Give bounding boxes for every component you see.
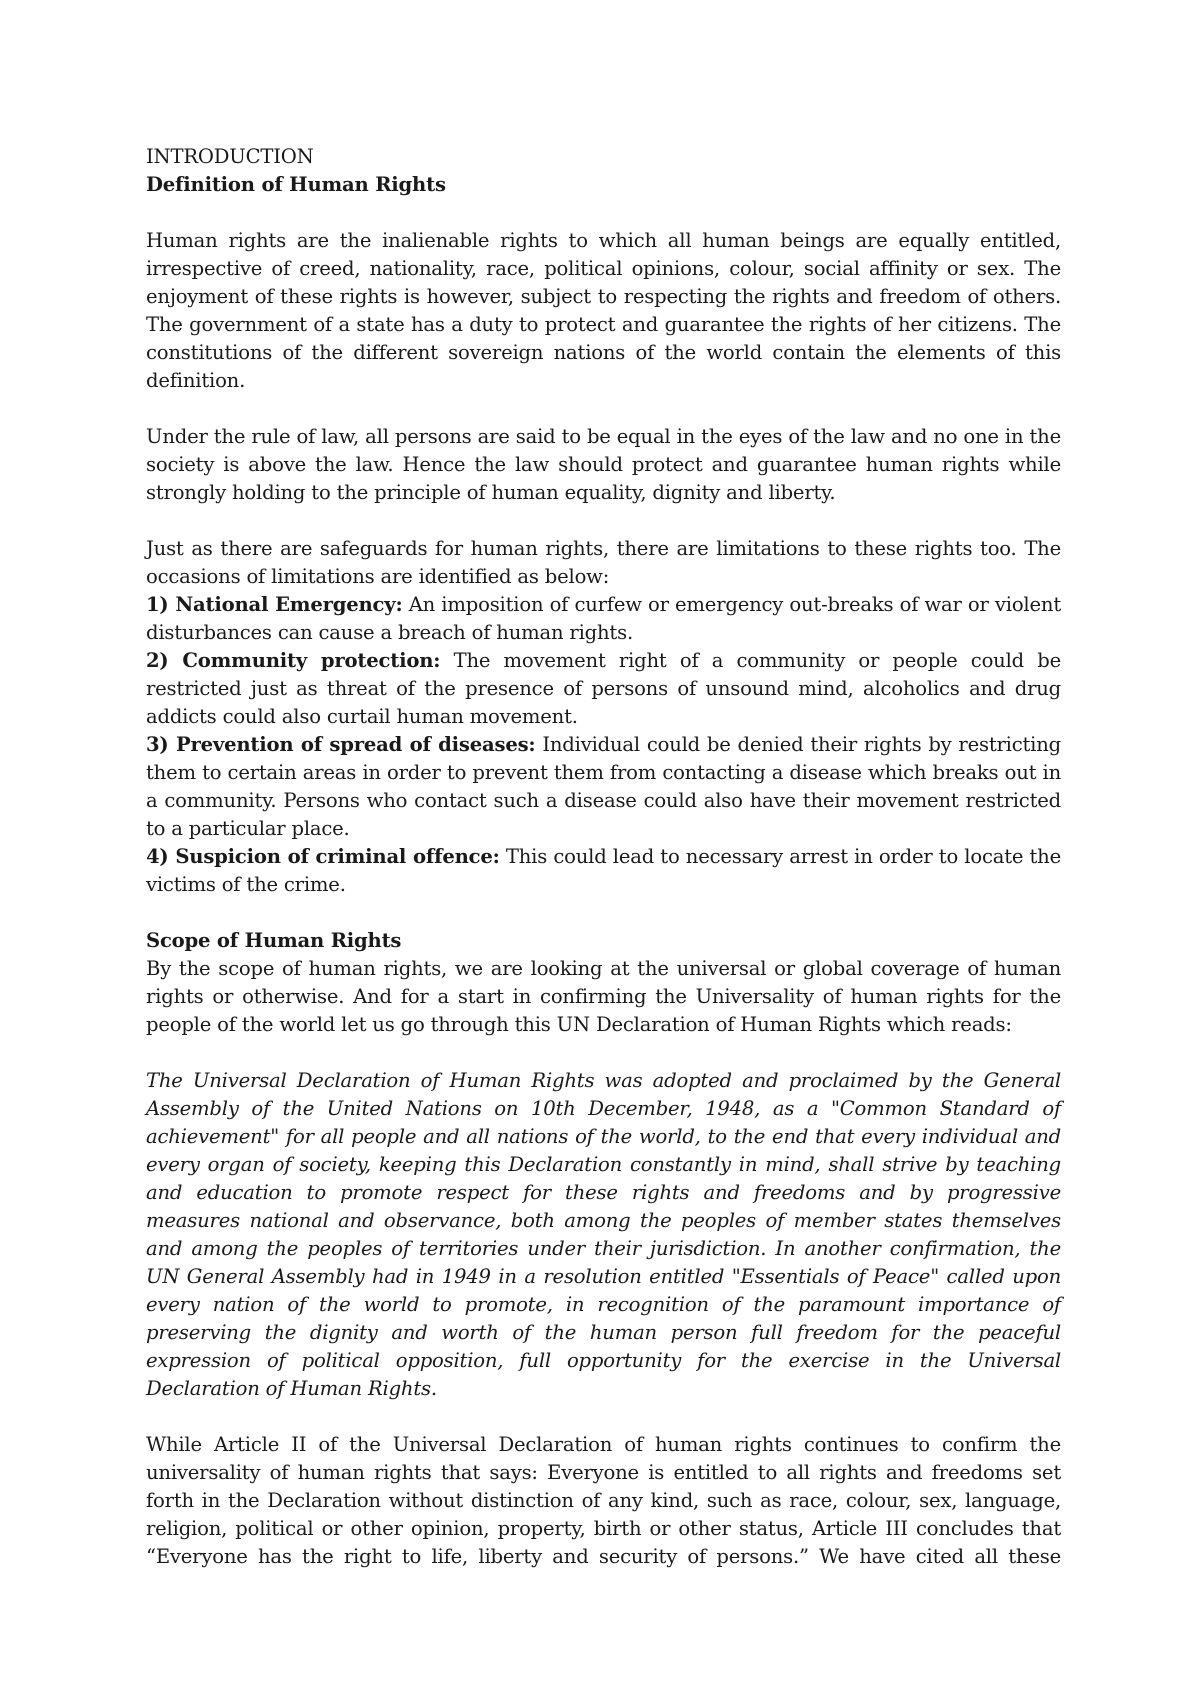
spacer (146, 1039, 1061, 1067)
spacer (146, 1403, 1061, 1431)
scope-heading: Scope of Human Rights (146, 929, 402, 952)
spacer (146, 899, 1061, 927)
limitation-label: 1) National Emergency: (146, 593, 403, 616)
limitation-text: An imposition of curfew or emergency out-breaks of war or violent disturbances can cause a breach of human rights. (146, 593, 1061, 644)
limitation-text: Individual could be denied their rights by restricting them to certain areas in order to prevent them from contacting a disease which breaks out in a community. Persons who contact such a disease could also have their movement restricted to a particular place. (146, 733, 1062, 840)
definition-heading: Definition of Human Rights (146, 173, 446, 196)
rule-of-law-paragraph: Under the rule of law, all persons are said to be equal in the eyes of the law and no one in the society is above the law. Hence the law should protect and guarantee human rights while strongly holding to the principle of human equality, dignity and liberty. (146, 425, 1061, 504)
definition-paragraph: Human rights are the inalienable rights to which all human beings are equally entitled, irrespective of creed, nationality, race, political opinions, colour, social affinity or sex. The enjoyment of these rights is however, subject to respecting the rights and freedom of others. The government of a state has a duty to protect and guarantee the rights of her citizens. The constitutions of the different sovereign nations of the world contain the elements of this definition. (146, 229, 1061, 392)
limitation-item-community-protection (146, 647, 1061, 731)
limitation-item-prevention-of-diseases (146, 731, 1061, 843)
scope-paragraph: By the scope of human rights, we are looking at the universal or global coverage of human rights or otherwise. And for a start in confirming the Universality of human rights for the people of the world let us go through this UN Declaration of Human Rights which reads: (146, 957, 1061, 1036)
limitation-label: 2) Community protection: (146, 649, 441, 672)
spacer (146, 507, 1061, 535)
limitation-label: 4) Suspicion of criminal offence: (146, 845, 500, 868)
introduction-heading: INTRODUCTION (146, 145, 314, 168)
limitations-intro-paragraph: Just as there are safeguards for human rights, there are limitations to these rights too. The occasions of limitations are identified as below: (146, 537, 1061, 588)
limitation-label: 3) Prevention of spread of diseases: (146, 733, 536, 756)
document-body (146, 143, 1061, 1571)
spacer (146, 395, 1061, 423)
limitation-text: The movement right of a community or people could be restricted just as threat of the presence of persons of unsound mind, alcoholics and drug addicts could also curtail human movement. (146, 649, 1061, 728)
spacer (146, 199, 1061, 227)
declaration-quote: The Universal Declaration of Human Rights was adopted and proclaimed by the General Assembly of the United Nations on 10th December, 1948, as a "Common Standard of achievement" for all people and all nations of the world, to the end that every individual and every organ of society, keeping this Declaration constantly in mind, shall strive by teaching and education to promote respect for these rights and freedoms and by progressive measures national and observance, both among the peoples of member states themselves and among the peoples of territories under their jurisdiction. In another confirmation, the UN General Assembly had in 1949 in a resolution entitled "Essentials of Peace" called upon every nation of the world to promote, in recognition of the paramount importance of preserving the dignity and worth of the human person full freedom for the peaceful expression of political opposition, full opportunity for the exercise in the Universal Declaration of Human Rights. (146, 1069, 1061, 1400)
article-paragraph: While Article II of the Universal Declaration of human rights continues to confirm the universality of human rights that says: Everyone is entitled to all rights and freedoms set forth in the Declaration without distinction of any kind, such as race, colour, sex, language, religion, political or other opinion, property, birth or other status, Article III concludes that “Everyone has the right to life, liberty and security of persons.” We have cited all these (146, 1433, 1061, 1568)
limitation-text: This could lead to necessary arrest in order to locate the victims of the crime. (146, 845, 1061, 896)
limitation-item-national-emergency (146, 591, 1061, 647)
limitation-item-criminal-offence (146, 843, 1061, 899)
